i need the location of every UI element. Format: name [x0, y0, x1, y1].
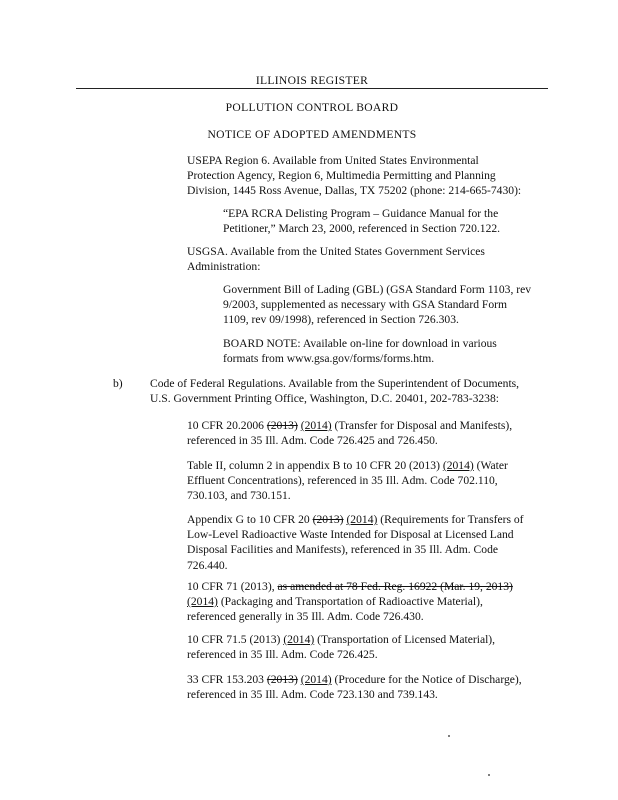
inserted-text: (2014): [346, 513, 378, 526]
scan-speck: [448, 735, 450, 737]
cfr-intro-paragraph: Code of Federal Regulations. Available from the Superintendent of Documents, U.S. Government Printing Office, Washington, D.C. 20401, 202-783-3238:: [150, 377, 520, 406]
inserted-text: (2014): [300, 673, 332, 686]
usgsa-gbl-reference: Government Bill of Lading (GBL) (GSA Standard Form 1103, rev 9/2003, supplemented as necessary with GSA Standard Form 1109, rev 09/1998), referenced in Section 726.303.: [223, 283, 532, 327]
board-note: BOARD NOTE: Available on-line for download in various formats from www.gsa.gov/forms/forms.htm.: [223, 337, 497, 366]
inserted-text: (2014): [300, 419, 332, 432]
cfr-entry-33cfr153-203: 33 CFR 153.203 (2013) (2014) (Procedure for the Notice of Discharge), referenced in 35 Ill. Adm. Code 723.130 and 739.143.: [187, 673, 522, 702]
inserted-text: (2014): [187, 595, 218, 609]
inserted-text: (2014): [283, 633, 315, 646]
usepa-guidance-reference: “EPA RCRA Delisting Program – Guidance Manual for the Petitioner,” March 23, 2000, referenced in Section 720.122.: [223, 207, 501, 236]
usepa-paragraph: USEPA Region 6. Available from United States Environmental Protection Agency, Region 6, Multimedia Permitting and Planning Division, 1445 Ross Avenue, Dallas, TX 75202 (phone: 214-665-7430):: [187, 154, 522, 198]
cfr-entry-10cfr71: 10 CFR 71 (2013), as amended at 78 Fed. Reg. 16922 (Mar. 19, 2013) (2014) (Packaging and Transportation of Radioactive Material), referenced generally in 35 Ill. Adm. Code 726.430.: [187, 580, 513, 624]
deleted-text: (2013): [312, 513, 344, 526]
deleted-text: (2013): [266, 673, 298, 686]
subsection-label: b): [113, 377, 123, 390]
cfr-entry-appendix-g: Appendix G to 10 CFR 20 (2013) (2014) (Requirements for Transfers of Low-Level Radioactive Waste Intended for Disposal at Licensed Land Disposal Facilities and Manifests), referenced in 35 Ill. Adm. Code 726.440.: [187, 513, 524, 572]
cfr-entry-10cfr71-5: 10 CFR 71.5 (2013) (2014) (Transportation of Licensed Material), referenced in 35 Ill. Adm. Code 726.425.: [187, 633, 496, 662]
register-title: ILLINOIS REGISTER: [255, 74, 369, 87]
scan-speck: [488, 774, 490, 776]
usgsa-paragraph: USGSA. Available from the United States Government Services Administration:: [187, 245, 485, 274]
deleted-text: as amended at 78 Fed. Reg. 16922 (Mar. 19, 2013): [277, 580, 513, 593]
deleted-text: (2013): [266, 419, 298, 432]
cfr-entry-10cfr20-2006: 10 CFR 20.2006 (2013) (2014) (Transfer for Disposal and Manifests), referenced in 35 Ill. Adm. Code 726.425 and 726.450.: [187, 419, 513, 448]
inserted-text: (2014): [442, 459, 474, 472]
notice-title: NOTICE OF ADOPTED AMENDMENTS: [207, 128, 417, 141]
board-name: POLLUTION CONTROL BOARD: [225, 101, 399, 114]
cfr-entry-table-ii: Table II, column 2 in appendix B to 10 CFR 20 (2013) (2014) (Water Effluent Concentrations), referenced in 35 Ill. Adm. Code 702.110, 730.103, and 730.151.: [187, 459, 508, 503]
